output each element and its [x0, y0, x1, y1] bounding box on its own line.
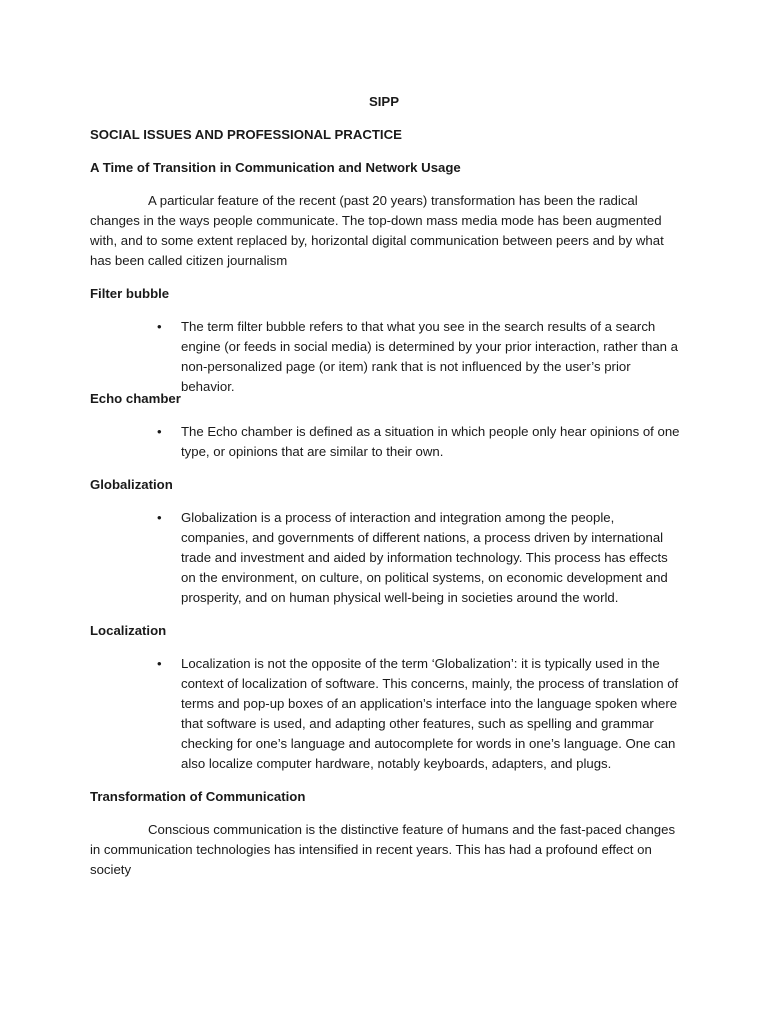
echo-chamber-heading: Echo chamber [90, 391, 181, 406]
bullet-icon: • [157, 656, 162, 671]
bullet-icon: • [157, 319, 162, 334]
echo-chamber-text: The Echo chamber is defined as a situation in which people only hear opinions of one type, or opinions that are similar to their own. [181, 424, 680, 459]
document-subtitle: SOCIAL ISSUES AND PROFESSIONAL PRACTICE [90, 127, 402, 142]
globalization-heading: Globalization [90, 477, 173, 492]
transformation-heading: Transformation of Communication [90, 789, 306, 804]
localization-heading: Localization [90, 623, 167, 638]
intro-paragraph: A particular feature of the recent (past 20 years) transformation has been the radical changes in the ways people communicate. The top-down mass media mode has been augmented with, and to some extent replaced by, horizontal digital communication between peers and by what has been called citizen journalism [90, 193, 664, 268]
localization-text: Localization is not the opposite of the term ‘Globalization’: it is typically used in the context of localization of software. This concerns, mainly, the process of translation of terms and pop-up boxes of an application’s interface into the language spoken where that software is used, and adapting other features, such as spelling and grammar checking for one’s language and autocomplete for words in one’s language. One can also localize computer hardware, notably keyboards, adapters, and plugs. [181, 656, 679, 771]
section-title: A Time of Transition in Communication and Network Usage [90, 160, 461, 175]
globalization-text: Globalization is a process of interaction and integration among the people, companies, and governments of different nations, a process driven by international trade and investment and aided by information technology. This process has effects on the environment, on culture, on political systems, on economic development and prosperity, and on human physical well-being in societies around the world. [181, 510, 668, 605]
transformation-paragraph: Conscious communication is the distinctive feature of humans and the fast-paced changes in communication technologies has intensified in recent years. This has had a profound effect on society [90, 822, 676, 877]
bullet-icon: • [157, 424, 162, 439]
document-title: SIPP [368, 94, 400, 109]
bullet-icon: • [157, 510, 162, 525]
filter-bubble-heading: Filter bubble [90, 286, 170, 301]
filter-bubble-text: The term filter bubble refers to that what you see in the search results of a search engine (or feeds in social media) is determined by your prior interaction, rather than a non-personalized page (or item) rank that is not influenced by the user’s prior behavior. [181, 319, 678, 394]
